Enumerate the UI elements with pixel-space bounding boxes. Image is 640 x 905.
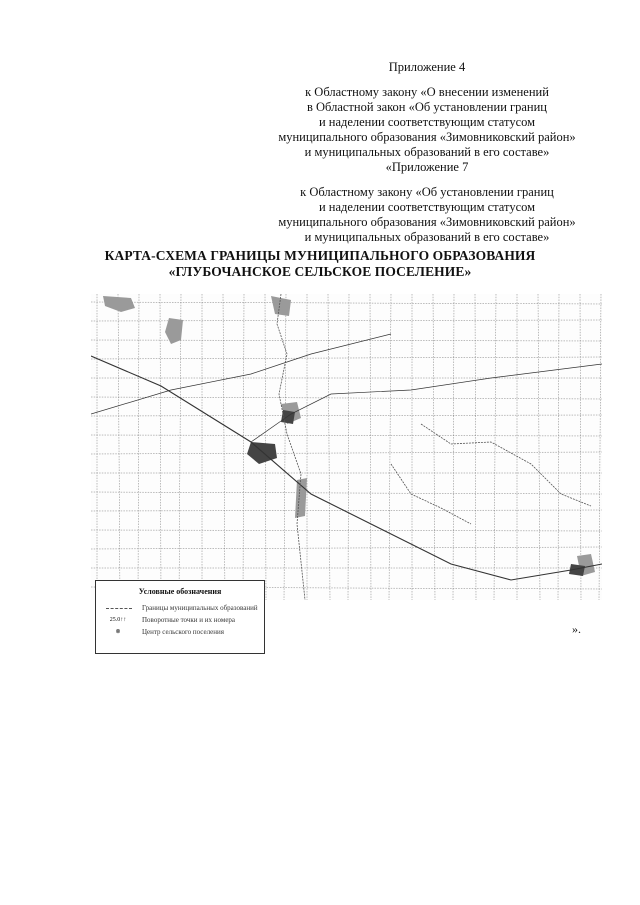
grid-line <box>599 294 601 600</box>
grey-area <box>271 296 291 316</box>
annex-4-line: и наделении соответствующим статусом <box>318 115 536 129</box>
closing-quote: ». <box>572 622 581 636</box>
map-title-line-1: КАРТА-СХЕМА ГРАНИЦЫ МУНИЦИПАЛЬНОГО ОБРАЗОВАНИЯ <box>104 248 536 263</box>
grid-line <box>91 320 602 321</box>
settlement-patch <box>281 410 295 424</box>
grid-line <box>91 435 602 436</box>
annex-7-line: к Областному закону «Об установлении границ <box>300 185 554 199</box>
settlement-center-icon: ⊗ <box>115 629 121 635</box>
railway-line <box>91 356 602 580</box>
grey-area <box>103 296 135 312</box>
grid-line <box>538 294 540 600</box>
grid-line <box>243 294 244 600</box>
main-road <box>251 364 602 442</box>
grid-line <box>558 294 559 600</box>
legend-label: Границы муниципальных образований <box>142 604 258 612</box>
river-line <box>421 424 591 506</box>
annex-4-block <box>262 60 592 160</box>
grid-line <box>494 294 496 600</box>
legend-row <box>96 603 264 615</box>
grid-line <box>91 357 602 359</box>
main-road <box>91 334 391 414</box>
roads <box>91 334 602 580</box>
turning-point-symbol: 25.0↑↑ <box>109 617 127 623</box>
field-grid <box>91 294 602 600</box>
grid-line <box>370 294 371 600</box>
grid-line <box>91 530 602 531</box>
grid-line <box>91 492 602 494</box>
grid-line <box>475 294 476 600</box>
annex-7-line: и муниципальных образований в его составе» <box>304 230 550 244</box>
grid-line <box>433 294 435 600</box>
boundary-map <box>91 294 602 600</box>
grid-line <box>91 547 602 549</box>
map-title-line-2: «ГЛУБОЧАНСКОЕ СЕЛЬСКОЕ ПОСЕЛЕНИЕ» <box>168 264 472 279</box>
annex-7-line: и наделении соответствующим статусом <box>318 200 536 214</box>
grey-area <box>295 478 307 518</box>
annex-4-line: и муниципальных образований в его составе» <box>304 145 550 159</box>
grid-line <box>160 294 161 600</box>
legend-label: Поворотные точки и их номера <box>142 616 236 624</box>
map-legend <box>95 580 265 654</box>
annex-7-line: муниципального образования «Зимовниковский район» <box>278 215 576 229</box>
river-line <box>277 294 305 600</box>
grid-line <box>91 340 602 341</box>
grid-line <box>389 294 391 600</box>
grid-line <box>284 294 286 600</box>
legend-title: Условные обозначения <box>138 587 222 596</box>
grid-line <box>91 510 602 511</box>
grid-line <box>453 294 454 600</box>
legend-label: Центр сельского поселения <box>142 628 224 636</box>
map-drawing <box>91 294 602 600</box>
grid-line <box>91 397 602 399</box>
rivers <box>277 294 591 600</box>
legend-row <box>96 615 264 627</box>
boundary-line-symbol <box>106 608 132 609</box>
grid-line <box>91 415 602 416</box>
grid-line <box>328 294 330 600</box>
annex-4-line: муниципального образования «Зимовниковский район» <box>278 130 576 144</box>
grid-line <box>580 294 581 600</box>
grid-line <box>91 302 602 304</box>
grid-line <box>223 294 225 600</box>
grid-line <box>91 452 602 454</box>
annex-4-heading: Приложение 4 <box>388 60 466 74</box>
grid-line <box>348 294 349 600</box>
annex-4-line: к Областному закону «О внесении изменений <box>305 85 549 99</box>
annex-7-block <box>262 160 592 245</box>
map-title <box>0 248 640 280</box>
annex-4-line: в Областной закон «Об установлении границ <box>306 100 547 114</box>
legend-row <box>96 627 264 639</box>
annex-7-heading: «Приложение 7 <box>385 160 469 174</box>
